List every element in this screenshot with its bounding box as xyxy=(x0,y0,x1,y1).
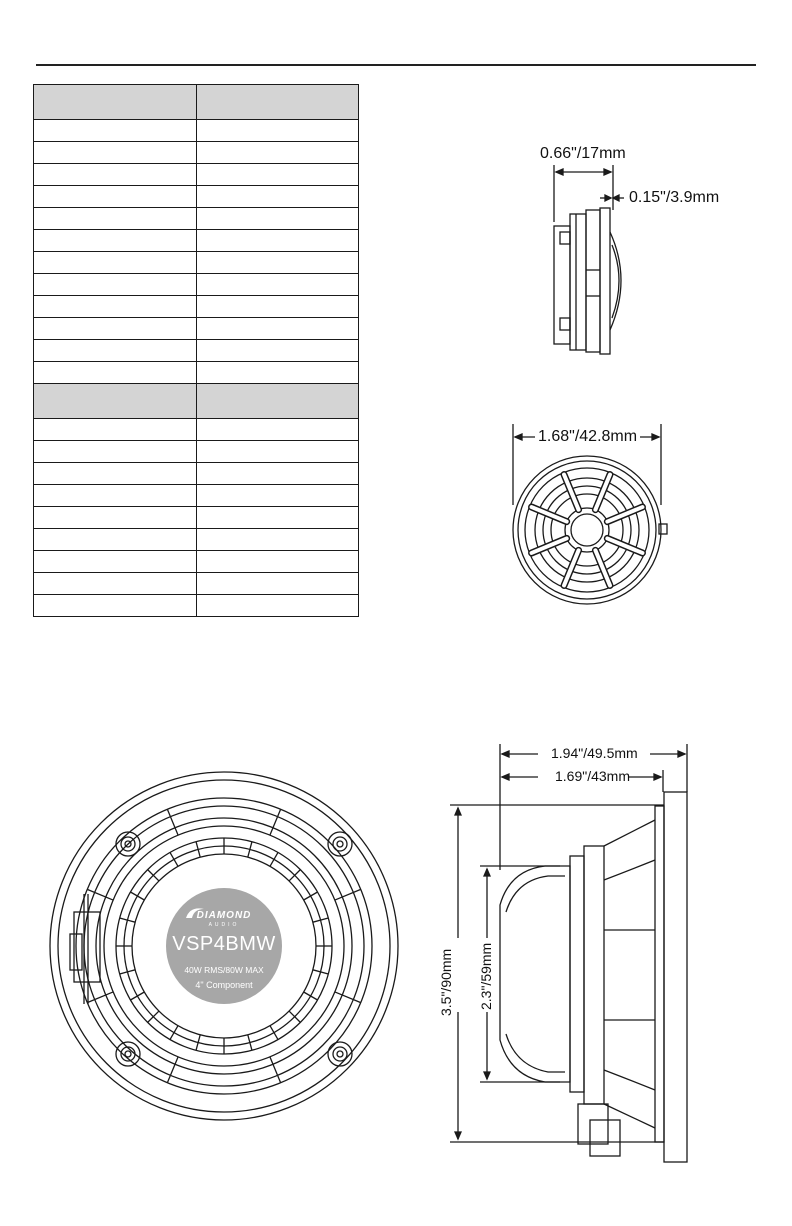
tweeter-diameter-label: 1.68"/42.8mm xyxy=(538,428,638,445)
tweeter-flange-label: 0.15"/3.9mm xyxy=(629,189,720,206)
tweeter-depth-label: 0.66"/17mm xyxy=(540,145,626,162)
brand-name: DIAMOND xyxy=(196,910,252,921)
woofer-outer-diameter-label: 3.5"/90mm xyxy=(438,948,454,1016)
woofer-mount-depth-label: 1.69"/43mm xyxy=(555,768,631,784)
power-rating: 40W RMS/80W MAX xyxy=(184,965,264,975)
brand-sub: AUDIO xyxy=(208,922,240,928)
woofer-overall-depth-label: 1.94"/49.5mm xyxy=(551,745,638,761)
product-type: 4" Component xyxy=(195,980,253,990)
woofer-cone-diameter-label: 2.3"/59mm xyxy=(478,942,494,1010)
model-name: VSP4BMW xyxy=(172,933,276,955)
